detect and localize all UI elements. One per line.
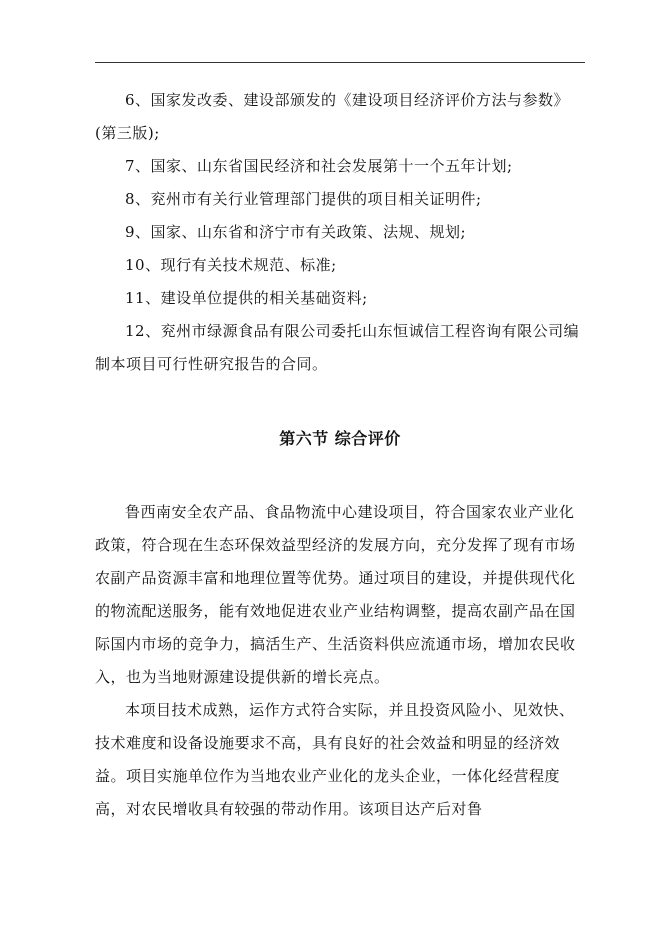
list-item: 8、兖州市有关行业管理部门提供的项目相关证明件;	[125, 190, 482, 208]
list-item: 6、国家发改委、建设部颁发的《建设项目经济评价方法与参数》(第三版);	[95, 91, 570, 142]
list-item: 11、建设单位提供的相关基础资料;	[125, 289, 368, 307]
list-item: 12、兖州市绿源食品有限公司委托山东恒诚信工程咨询有限公司编制本项目可行性研究报告的合同。	[95, 322, 580, 373]
summary-body	[95, 496, 585, 826]
reference-list	[95, 84, 585, 381]
list-item: 10、现行有关技术规范、标准;	[125, 256, 337, 274]
paragraph: 本项目技术成熟，运作方式符合实际，并且投资风险小、见效快、技术难度和设备设施要求不高，具有良好的社会效益和明显的经济效益。项目实施单位作为当地农业产业化的龙头企业，一体化经营程度高，对农民增收具有较强的带动作用。该项目达产后对鲁	[95, 701, 575, 818]
list-item: 9、国家、山东省和济宁市有关政策、法规、规划;	[125, 223, 467, 241]
paragraph: 鲁西南安全农产品、食品物流中心建设项目，符合国家农业产业化政策，符合现在生态环保效益型经济的发展方向，充分发挥了现有市场农副产品资源丰富和地理位置等优势。通过项目的建设，并提供现代化的物流配送服务，能有效地促进农业产业结构调整，提高农副产品在国际国内市场的竞争力，搞活生产、生活资料供应流通市场，增加农民收入，也为当地财源建设提供新的增长亮点。	[95, 503, 576, 686]
header-rule	[95, 62, 585, 63]
list-item: 7、国家、山东省国民经济和社会发展第十一个五年计划;	[125, 157, 513, 175]
section-title: 第六节 综合评价	[279, 429, 401, 448]
